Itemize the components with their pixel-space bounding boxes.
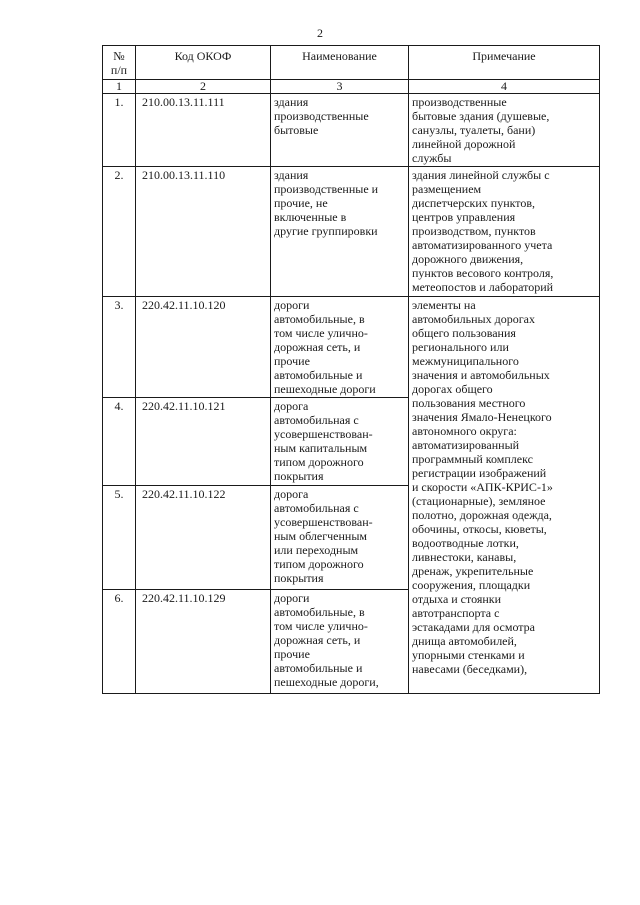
table-row bbox=[103, 167, 600, 297]
row-code: 210.00.13.11.111 bbox=[136, 94, 271, 167]
row-num: 4. bbox=[103, 398, 136, 486]
table-row bbox=[103, 297, 600, 398]
table-header-row bbox=[103, 46, 600, 80]
header-note: Примечание bbox=[409, 46, 600, 80]
page-number: 2 bbox=[317, 26, 323, 40]
row-code: 220.42.11.10.120 bbox=[136, 297, 271, 398]
row-num: 5. bbox=[103, 486, 136, 590]
row-code: 220.42.11.10.129 bbox=[136, 590, 271, 694]
header-num: № п/п bbox=[103, 46, 136, 80]
column-number: 3 bbox=[271, 80, 409, 94]
row-name: дорога автомобильная с усовершенствован- ным капитальным типом дорожного покрытия bbox=[271, 398, 409, 486]
row-code: 220.42.11.10.122 bbox=[136, 486, 271, 590]
okof-table bbox=[102, 45, 600, 694]
row-num: 6. bbox=[103, 590, 136, 694]
header-code: Код ОКОФ bbox=[136, 46, 271, 80]
column-number: 2 bbox=[136, 80, 271, 94]
row-code: 220.42.11.10.121 bbox=[136, 398, 271, 486]
row-num: 1. bbox=[103, 94, 136, 167]
row-name: здания производственные и прочие, не включенные в другие группировки bbox=[271, 167, 409, 297]
row-name: дороги автомобильные, в том числе улично- дорожная сеть, и прочие автомобильные и пешеходные дороги bbox=[271, 297, 409, 398]
column-number: 1 bbox=[103, 80, 136, 94]
row-name: дорога автомобильная с усовершенствован- ным облегченным или переходным типом дорожного покрытия bbox=[271, 486, 409, 590]
column-number-row bbox=[103, 80, 600, 94]
row-note: производственные бытовые здания (душевые, санузлы, туалеты, бани) линейной дорожной службы bbox=[409, 94, 600, 167]
merged-note: элементы на автомобильных дорогах общего пользования регионального или межмуниципального значения и автомобильных дорогах общего пользования местного значения Ямало-Ненецкого автономного округа: автоматизированный программный комплекс регистрации изображений и скорости «АПК-КРИС-1» (стационарные), земляное полотно, дорожная одежда, обочины, откосы, кюветы, водоотводные лотки, ливнестоки, канавы, дренаж, укрепительные сооружения, площадки отдыха и стоянки автотранспорта с эстакадами для осмотра днища автомобилей, упорными стенками и навесами (беседками), bbox=[409, 297, 600, 694]
row-name: здания производственные бытовые bbox=[271, 94, 409, 167]
row-code: 210.00.13.11.110 bbox=[136, 167, 271, 297]
row-num: 2. bbox=[103, 167, 136, 297]
row-num: 3. bbox=[103, 297, 136, 398]
row-name: дороги автомобильные, в том числе улично- дорожная сеть, и прочие автомобильные и пешеходные дороги, bbox=[271, 590, 409, 694]
table-row bbox=[103, 94, 600, 167]
header-name: Наименование bbox=[271, 46, 409, 80]
column-number: 4 bbox=[409, 80, 600, 94]
row-note: здания линейной службы с размещением диспетчерских пунктов, центров управления производством, пунктов автоматизированного учета дорожного движения, пунктов весового контроля, метеопостов и лабораторий bbox=[409, 167, 600, 297]
